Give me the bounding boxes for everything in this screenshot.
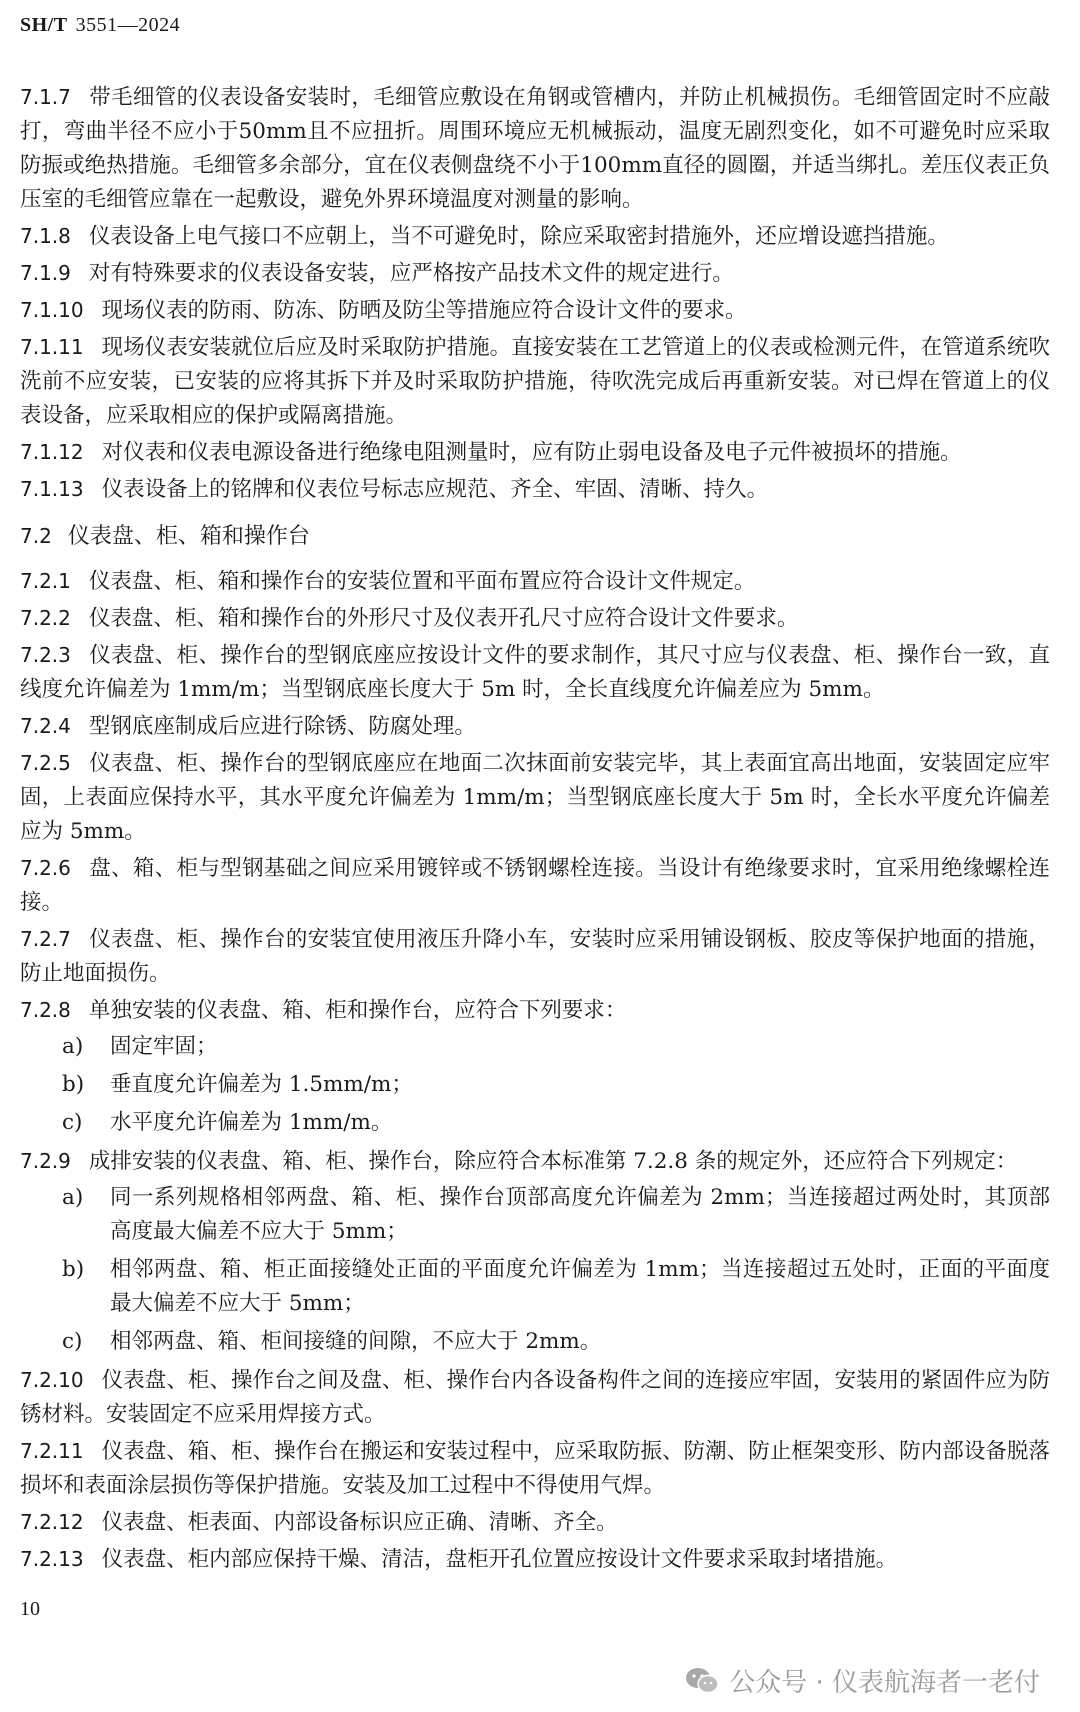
- clause-text: 单独安装的仪表盘、箱、柜和操作台，应符合下列要求：: [88, 998, 627, 1023]
- clause-text: 仪表盘、柜、箱和操作台的安装位置和平面布置应符合设计文件规定。: [88, 569, 756, 594]
- list-item-text: 同一系列规格相邻两盘、箱、柜、操作台顶部高度允许偏差为 2mm；当连接超过两处时，其顶部高度最大偏差不应大于 5mm；: [110, 1185, 1050, 1244]
- clause-number: 7.2.2: [20, 606, 71, 630]
- list-marker: a): [62, 1034, 84, 1059]
- clause: [20, 601, 1050, 636]
- clause-text: 现场仪表安装就位后应及时采取防护措施。直接安装在工艺管道上的仪表或检测元件，在管道系统吹洗前不应安装，已安装的应将其拆下并及时采取防护措施，待吹洗完成后再重新安装。对已焊在管道上的仪表设备，应采取相应的保护或隔离措施。: [20, 335, 1050, 428]
- clause-number: 7.2.4: [20, 714, 71, 738]
- clause: [20, 746, 1050, 849]
- list-7-2-9: [20, 1181, 1050, 1359]
- list-marker: c): [62, 1329, 83, 1354]
- section-heading: [20, 519, 1050, 554]
- clause-text: 仪表盘、柜、操作台的型钢底座应在地面二次抹面前安装完毕，其上表面宜高出地面，安装固定应牢固，上表面应保持水平，其水平度允许偏差为 1mm/m；当型钢底座长度大于 5m 时，全长水平度允许偏差应为 5mm。: [20, 751, 1050, 844]
- clause-number: 7.1.13: [20, 477, 84, 501]
- list-item: [20, 1068, 1050, 1102]
- clause: [20, 993, 1050, 1028]
- clause-number: 7.1.8: [20, 224, 71, 248]
- list-item-text: 相邻两盘、箱、柜正面接缝处正面的平面度允许偏差为 1mm；当连接超过五处时，正面的平面度最大偏差不应大于 5mm；: [110, 1257, 1050, 1316]
- clause: [20, 638, 1050, 707]
- clause-text: 对仪表和仪表电源设备进行绝缘电阻测量时，应有防止弱电设备及电子元件被损坏的措施。: [101, 440, 962, 465]
- list-marker: b): [62, 1257, 85, 1282]
- clause: [20, 330, 1050, 433]
- list-item: [20, 1325, 1050, 1359]
- list-marker: c): [62, 1110, 83, 1135]
- section-title: 仪表盘、柜、箱和操作台: [67, 524, 310, 549]
- list-7-2-8: [20, 1030, 1050, 1140]
- clause-number: 7.2.9: [20, 1149, 71, 1173]
- clause-number: 7.2.11: [20, 1439, 84, 1463]
- page-number: 10: [20, 1598, 40, 1620]
- list-item-text: 固定牢固；: [110, 1034, 218, 1059]
- standard-code: SH/T: [20, 14, 68, 36]
- list-item-text: 水平度允许偏差为 1mm/m。: [110, 1110, 393, 1135]
- clause-number: 7.2.13: [20, 1547, 84, 1571]
- clause: [20, 564, 1050, 599]
- list-marker: b): [62, 1072, 85, 1097]
- clause: [20, 1144, 1050, 1179]
- clause-number: 7.2.5: [20, 751, 71, 775]
- clause-text: 仪表盘、柜表面、内部设备标识应正确、清晰、齐全。: [101, 1510, 618, 1535]
- clause-number: 7.2.12: [20, 1510, 84, 1534]
- document-body: [20, 80, 1050, 1579]
- list-item-text: 垂直度允许偏差为 1.5mm/m；: [110, 1072, 413, 1097]
- clause: [20, 851, 1050, 920]
- watermark-text: 公众号 · 仪表航海者一老付: [729, 1668, 1040, 1698]
- wechat-icon: [685, 1666, 719, 1696]
- clause: [20, 80, 1050, 217]
- clause: [20, 1363, 1050, 1432]
- clause-number: 7.1.10: [20, 298, 84, 322]
- clause-number: 7.1.11: [20, 335, 84, 359]
- clause-number: 7.1.9: [20, 261, 71, 285]
- clause: [20, 293, 1050, 328]
- clause-number: 7.2.1: [20, 569, 71, 593]
- clause-text: 型钢底座制成后应进行除锈、防腐处理。: [88, 714, 476, 739]
- clause-text: 成排安装的仪表盘、箱、柜、操作台，除应符合本标准第 7.2.8 条的规定外，还应符合下列规定：: [88, 1149, 1018, 1174]
- clause: [20, 1542, 1050, 1577]
- list-item-text: 相邻两盘、箱、柜间接缝的间隙，不应大于 2mm。: [110, 1329, 602, 1354]
- clause-text: 带毛细管的仪表设备安装时，毛细管应敷设在角钢或管槽内，并防止机械损伤。毛细管固定时不应敲打，弯曲半径不应小于50mm且不应扭折。周围环境应无机械振动，温度无剧烈变化，如不可避免时应采取防振或绝热措施。毛细管多余部分，宜在仪表侧盘绕不小于100mm直径的圆圈，并适当绑扎。差压仪表正负压室的毛细管应靠在一起敷设，避免外界环境温度对测量的影响。: [20, 85, 1050, 212]
- clause: [20, 709, 1050, 744]
- list-item: [20, 1181, 1050, 1249]
- clause-text: 仪表盘、柜、箱和操作台的外形尺寸及仪表开孔尺寸应符合设计文件要求。: [88, 606, 799, 631]
- document-header: [20, 14, 180, 37]
- clause: [20, 219, 1050, 254]
- clause: [20, 1505, 1050, 1540]
- list-item: [20, 1030, 1050, 1064]
- clause: [20, 472, 1050, 507]
- clause-text: 现场仪表的防雨、防冻、防晒及防尘等措施应符合设计文件的要求。: [101, 298, 747, 323]
- clause-text: 盘、箱、柜与型钢基础之间应采用镀锌或不锈钢螺栓连接。当设计有绝缘要求时，宜采用绝缘螺栓连接。: [20, 856, 1050, 915]
- clause-number: 7.2.8: [20, 998, 71, 1022]
- section-number: 7.2: [20, 524, 52, 548]
- standard-number: 3551—2024: [75, 14, 181, 36]
- clause-text: 仪表设备上电气接口不应朝上，当不可避免时，除应采取密封措施外，还应增设遮挡措施。: [88, 224, 949, 249]
- clause-number: 7.2.7: [20, 927, 71, 951]
- clause-number: 7.2.10: [20, 1368, 84, 1392]
- clause: [20, 256, 1050, 291]
- list-item: [20, 1253, 1050, 1321]
- watermark: [685, 1662, 1040, 1699]
- clause-text: 仪表设备上的铭牌和仪表位号标志应规范、齐全、牢固、清晰、持久。: [101, 477, 769, 502]
- clause-text: 仪表盘、柜、操作台之间及盘、柜、操作台内各设备构件之间的连接应牢固，安装用的紧固件应为防锈材料。安装固定不应采用焊接方式。: [20, 1368, 1050, 1427]
- clause: [20, 1434, 1050, 1503]
- clause-text: 仪表盘、柜、操作台的型钢底座应按设计文件的要求制作，其尺寸应与仪表盘、柜、操作台一致，直线度允许偏差为 1mm/m；当型钢底座长度大于 5m 时，全长直线度允许偏差应为 5mm。: [20, 643, 1050, 702]
- clause-number: 7.1.7: [20, 85, 71, 109]
- clause-number: 7.1.12: [20, 440, 84, 464]
- clauses-7-1: [20, 80, 1050, 507]
- clause-text: 仪表盘、柜、操作台的安装宜使用液压升降小车，安装时应采用铺设钢板、胶皮等保护地面的措施，防止地面损伤。: [20, 927, 1050, 986]
- clause: [20, 435, 1050, 470]
- list-marker: a): [62, 1185, 84, 1210]
- clause-number: 7.2.6: [20, 856, 71, 880]
- clause-text: 对有特殊要求的仪表设备安装，应严格按产品技术文件的规定进行。: [88, 261, 734, 286]
- list-item: [20, 1106, 1050, 1140]
- clause-text: 仪表盘、箱、柜、操作台在搬运和安装过程中，应采取防振、防潮、防止框架变形、防内部设备脱落损坏和表面涂层损伤等保护措施。安装及加工过程中不得使用气焊。: [20, 1439, 1050, 1498]
- clause-number: 7.2.3: [20, 643, 71, 667]
- clauses-7-2: [20, 564, 1050, 1577]
- clause-text: 仪表盘、柜内部应保持干燥、清洁，盘柜开孔位置应按设计文件要求采取封堵措施。: [101, 1547, 898, 1572]
- clause: [20, 922, 1050, 991]
